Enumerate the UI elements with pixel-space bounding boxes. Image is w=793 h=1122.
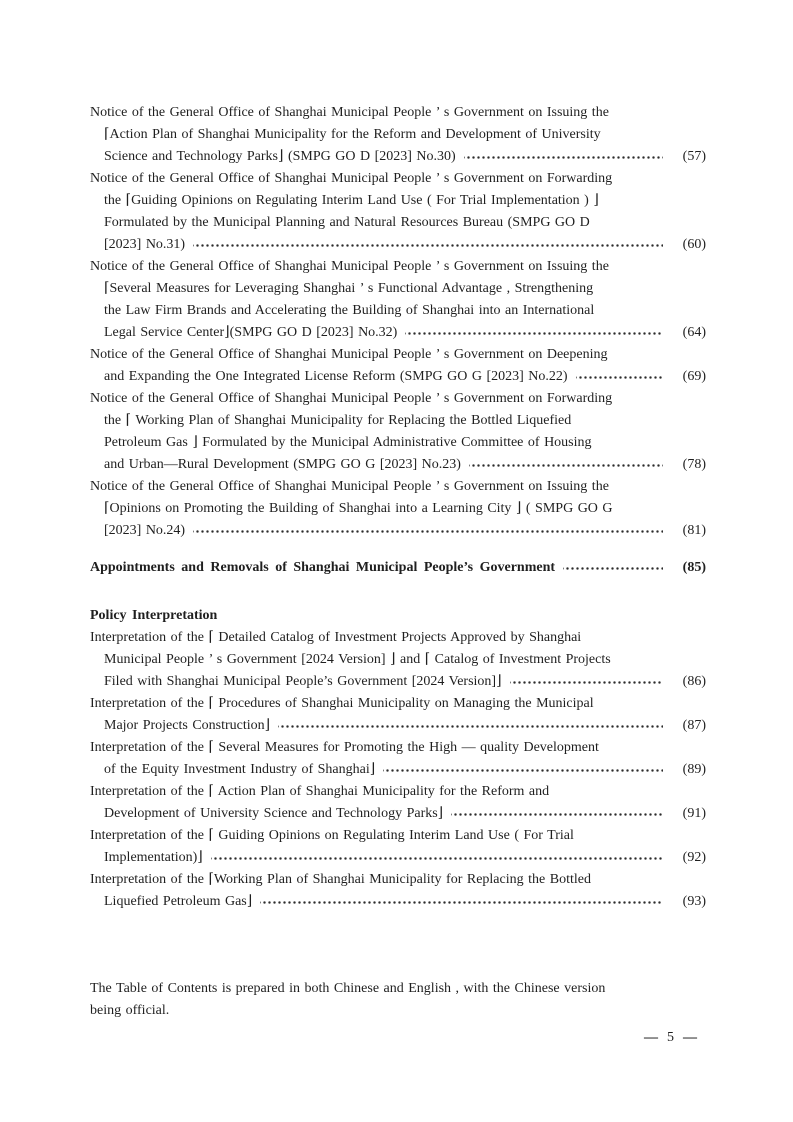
toc-line-text: Filed with Shanghai Municipal People’s Government [2024 Version]⌋ (104, 674, 502, 689)
toc-line-text: Appointments and Removals of Shanghai Municipal People’s Government (90, 560, 556, 575)
leader-dots (405, 322, 663, 344)
toc-entry (90, 869, 706, 913)
footer-dash-right: — (683, 1030, 697, 1045)
toc-line-text: Liquefied Petroleum Gas⌋ (104, 894, 253, 909)
toc-footnote (90, 978, 706, 1022)
leader-dots (193, 234, 663, 256)
toc-line: Interpretation of the ⌈Working Plan of Shanghai Municipality for Replacing the Bottled (90, 872, 591, 887)
toc-line (90, 234, 706, 256)
toc-line-text: Legal Service Center⌋(SMPG GO D [2023] No.32) (104, 325, 398, 340)
page-number: (64) (682, 325, 706, 340)
toc-line (90, 891, 706, 913)
toc-entry (90, 476, 706, 542)
toc-entry-lines (90, 557, 706, 579)
toc-line (90, 759, 706, 781)
toc-line: Notice of the General Office of Shanghai Municipal People ’ s Government on Deepening (90, 347, 608, 362)
toc-entry (90, 605, 706, 627)
toc-line: the ⌈ Working Plan of Shanghai Municipality for Replacing the Bottled Liquefied (104, 413, 572, 428)
toc-entry-lines (90, 781, 706, 825)
toc-line-text: Major Projects Construction⌋ (104, 718, 271, 733)
page-number: (86) (682, 674, 706, 689)
toc-line (90, 847, 706, 869)
toc-line-text: [2023] No.24) (104, 523, 186, 538)
toc-line (90, 671, 706, 693)
toc-line-text: Science and Technology Parks⌋ (SMPG GO D [2023] No.30) (104, 149, 456, 164)
toc-line: Municipal People ’ s Government [2024 Version] ⌋ and ⌈ Catalog of Investment Projects (104, 652, 611, 667)
toc-entry-lines (90, 476, 706, 542)
leader-dots (510, 671, 663, 693)
toc-line: the ⌈Guiding Opinions on Regulating Interim Land Use ( For Trial Implementation ) ⌋ (104, 193, 599, 208)
toc-entry (90, 627, 706, 693)
toc-line: Formulated by the Municipal Planning and Natural Resources Bureau (SMPG GO D (104, 215, 590, 230)
toc-entry-lines (90, 605, 706, 627)
toc-entry-lines (90, 388, 706, 476)
toc-entry (90, 781, 706, 825)
page-number: (85) (682, 560, 706, 575)
toc-line: Interpretation of the ⌈ Guiding Opinions on Regulating Interim Land Use ( For Trial (90, 828, 574, 843)
footnote-line: being official. (90, 1003, 170, 1018)
toc-entry (90, 168, 706, 256)
page-number: (87) (682, 718, 706, 733)
toc-line (90, 146, 706, 168)
page-number-footer (90, 1027, 706, 1049)
toc-entry-lines (90, 825, 706, 869)
toc-line (90, 803, 706, 825)
toc-line: ⌈Several Measures for Leveraging Shanghai ’ s Functional Advantage , Strengthening (104, 281, 594, 296)
toc-line-text: [2023] No.31) (104, 237, 186, 252)
page-number: (78) (682, 457, 706, 472)
footer-dash-left: — (644, 1030, 658, 1045)
toc-entry-lines (90, 168, 706, 256)
toc-entry-lines (90, 344, 706, 388)
toc-line: Notice of the General Office of Shanghai Municipal People ’ s Government on Issuing the (90, 479, 609, 494)
toc-entry-lines (90, 693, 706, 737)
toc-entry-lines (90, 869, 706, 913)
toc-line (90, 520, 706, 542)
page-number: (93) (682, 894, 706, 909)
toc-line: Interpretation of the ⌈ Action Plan of Shanghai Municipality for the Reform and (90, 784, 550, 799)
footnote-line: The Table of Contents is prepared in both Chinese and English , with the Chinese version (90, 981, 606, 996)
toc-line: the Law Firm Brands and Accelerating the Building of Shanghai into an International (104, 303, 595, 318)
toc-entry (90, 693, 706, 737)
toc-entry-lines (90, 102, 706, 168)
page-number: (60) (682, 237, 706, 252)
toc-entry-lines (90, 737, 706, 781)
leader-dots (464, 146, 663, 168)
toc-entry (90, 737, 706, 781)
leader-dots (193, 520, 663, 542)
toc-line (90, 715, 706, 737)
toc-entry-lines (90, 256, 706, 344)
toc-entry (90, 388, 706, 476)
page-number: (57) (682, 149, 706, 164)
toc-line: Interpretation of the ⌈ Detailed Catalog of Investment Projects Approved by Shanghai (90, 630, 582, 645)
page-number: (92) (682, 850, 706, 865)
page-number: (69) (682, 369, 706, 384)
toc-line: Notice of the General Office of Shanghai Municipal People ’ s Government on Forwarding (90, 171, 613, 186)
toc-line: Policy Interpretation (90, 608, 218, 623)
toc-line-text: and Urban—Rural Development (SMPG GO G [2023] No.23) (104, 457, 461, 472)
leader-dots (576, 366, 663, 388)
toc-line (90, 322, 706, 344)
footer-page-number: 5 (667, 1030, 674, 1045)
toc-line-text: of the Equity Investment Industry of Shanghai⌋ (104, 762, 376, 777)
toc-line: Interpretation of the ⌈ Procedures of Shanghai Municipality on Managing the Municipal (90, 696, 594, 711)
leader-dots (278, 715, 663, 737)
toc-line: Notice of the General Office of Shanghai Municipal People ’ s Government on Issuing the (90, 105, 609, 120)
toc-line: Interpretation of the ⌈ Several Measures for Promoting the High — quality Development (90, 740, 599, 755)
page-number: (91) (682, 806, 706, 821)
toc-line-text: and Expanding the One Integrated License Reform (SMPG GO G [2023] No.22) (104, 369, 568, 384)
toc-entry (90, 256, 706, 344)
toc-line: Notice of the General Office of Shanghai Municipal People ’ s Government on Forwarding (90, 391, 613, 406)
toc-line (90, 366, 706, 388)
toc-entry-lines (90, 627, 706, 693)
toc-line: Petroleum Gas ⌋ Formulated by the Municipal Administrative Committee of Housing (104, 435, 592, 450)
toc-entry (90, 102, 706, 168)
toc-line: ⌈Opinions on Promoting the Building of Shanghai into a Learning City ⌋ ( SMPG GO G (104, 501, 613, 516)
toc-line-text: Development of University Science and Technology Parks⌋ (104, 806, 444, 821)
page-number: (89) (682, 762, 706, 777)
leader-dots (451, 803, 663, 825)
toc-entry (90, 344, 706, 388)
toc-list (90, 102, 706, 913)
toc-line: ⌈Action Plan of Shanghai Municipality for the Reform and Development of University (104, 127, 601, 142)
leader-dots (211, 847, 663, 869)
toc-line-text: Implementation)⌋ (104, 850, 203, 865)
toc-line (90, 557, 706, 579)
leader-dots (260, 891, 663, 913)
leader-dots (383, 759, 663, 781)
table-of-contents (90, 102, 706, 1049)
toc-line (90, 454, 706, 476)
page-number: (81) (682, 523, 706, 538)
toc-line: Notice of the General Office of Shanghai Municipal People ’ s Government on Issuing the (90, 259, 609, 274)
toc-entry (90, 825, 706, 869)
toc-entry (90, 557, 706, 579)
leader-dots (563, 557, 663, 579)
leader-dots (469, 454, 663, 476)
